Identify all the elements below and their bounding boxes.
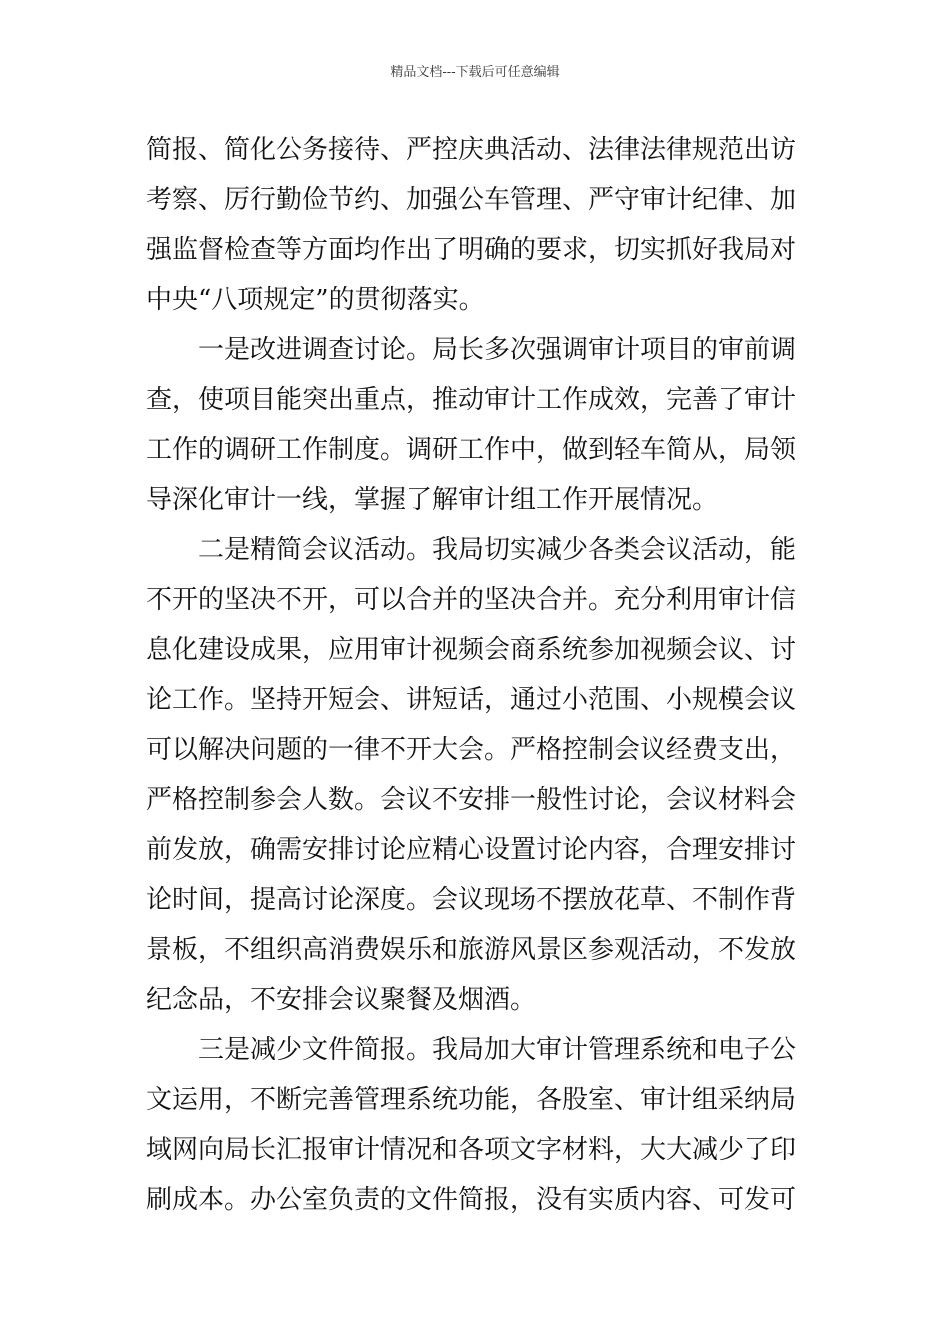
text-line: 二是精简会议活动。我局切实减少各类会议活动，能: [146, 535, 797, 565]
text-line: 考察、厉行勤俭节约、加强公车管理、严守审计纪律、加: [146, 185, 797, 215]
text-line: 域网向局长汇报审计情况和各项文字材料，大大减少了印: [146, 1135, 797, 1165]
text-line: 景板，不组织高消费娱乐和旅游风景区参观活动，不发放: [146, 935, 797, 965]
text-line: 论时间，提高讨论深度。会议现场不摆放花草、不制作背: [146, 885, 797, 915]
text-line: 前发放，确需安排讨论应精心设置讨论内容，合理安排讨: [146, 835, 797, 865]
text-line: 纪念品，不安排会议聚餐及烟酒。: [146, 985, 537, 1015]
text-line: 工作的调研工作制度。调研工作中，做到轻车简从，局领: [146, 435, 797, 465]
text-line: 论工作。坚持开短会、讲短话，通过小范围、小规模会议: [146, 685, 797, 715]
text-line: 中央“八项规定”的贯彻落实。: [146, 285, 485, 315]
text-line: 刷成本。办公室负责的文件简报，没有实质内容、可发可: [146, 1185, 797, 1215]
text-line: 文运用，不断完善管理系统功能，各股室、审计组采纳局: [146, 1085, 797, 1115]
page-header: 精品文档---下载后可任意编辑: [390, 65, 560, 80]
text-line: 严格控制参会人数。会议不安排一般性讨论，会议材料会: [146, 785, 797, 815]
text-line: 息化建设成果，应用审计视频会商系统参加视频会议、讨: [146, 635, 797, 665]
text-line: 一是改进调查讨论。局长多次强调审计项目的审前调: [146, 335, 797, 365]
text-line: 导深化审计一线，掌握了解审计组工作开展情况。: [146, 485, 719, 515]
text-line: 简报、简化公务接待、严控庆典活动、法律法律规范出访: [146, 135, 797, 165]
text-line: 可以解决问题的一律不开大会。严格控制会议经费支出，: [146, 735, 797, 765]
text-line: 不开的坚决不开，可以合并的坚决合并。充分利用审计信: [146, 585, 797, 615]
text-line: 强监督检查等方面均作出了明确的要求，切实抓好我局对: [146, 235, 797, 265]
text-line: 查，使项目能突出重点，推动审计工作成效，完善了审计: [146, 385, 797, 415]
text-line: 三是减少文件简报。我局加大审计管理系统和电子公: [146, 1035, 797, 1065]
